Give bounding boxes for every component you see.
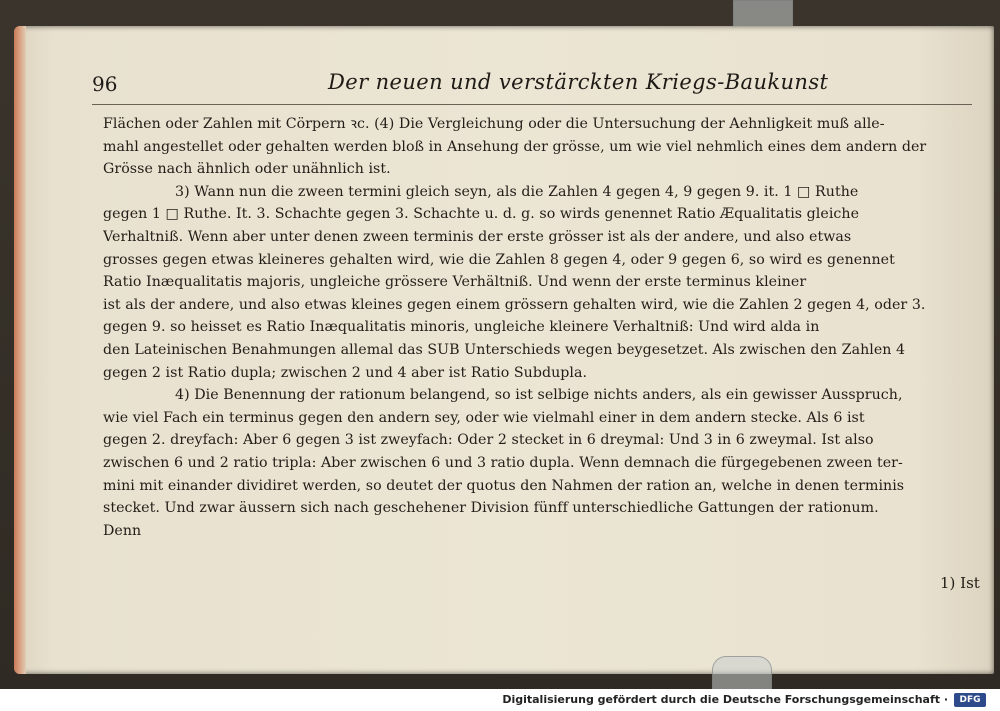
text-line: Ratio Inæqualitatis majoris, ungleiche grössere Verhältniß. Und wenn der erste terminus kleiner: [103, 274, 807, 291]
page-edge: [14, 26, 26, 674]
text-line: mini mit einander dividiret werden, so deutet der quotus den Nahmen der ration an, welche in denen terminis: [103, 477, 905, 494]
text-line: gegen 2. dreyfach: Aber 6 gegen 3 ist zweyfach: Oder 2 stecket in 6 dreymal: Und 3 in 6 zweymal. Ist also: [103, 432, 874, 449]
text-line: Flächen oder Zahlen mit Cörpern ꝛc. (4) Die Vergleichung oder die Untersuchung der Aehnligkeit muß alle-: [103, 116, 885, 132]
text-line: wie viel Fach ein terminus gegen den andern sey, oder wie vielmahl einer in dem andern stecke. Als 6 ist: [103, 409, 865, 426]
text-line: zwischen 6 und 2 ratio tripla: Aber zwischen 6 und 3 ratio dupla. Wenn demnach die fürgegebenen zween ter-: [103, 454, 903, 471]
page-number: 96: [92, 72, 118, 96]
text-line: Verhaltniß. Wenn aber unter denen zween terminis der erste grösser ist als der andere, und also etwas: [103, 228, 852, 245]
body-text: [103, 113, 987, 542]
text-line: grosses gegen etwas kleineres gehalten wird, wie die Zahlen 8 gegen 4, oder 9 gegen 6, so wird es genennet: [103, 251, 895, 268]
funding-notice: Digitalisierung gefördert durch die Deutsche Forschungsgemeinschaft ·: [502, 693, 948, 706]
footer-bar: [0, 689, 1000, 711]
text-line: stecket. Und zwar äussern sich nach geschehener Division fünff unterschiedliche Gattungen der rationum.: [103, 500, 879, 517]
text-line: gegen 1 □ Ruthe. It. 3. Schachte gegen 3. Schachte u. d. g. so wirds genennet Ratio Æqualitatis gleiche: [103, 206, 860, 223]
header-rule: [92, 104, 972, 105]
catchword: 1) Ist: [940, 574, 980, 592]
text-line: gegen 2 ist Ratio dupla; zwischen 2 und 4 aber ist Ratio Subdupla.: [103, 364, 588, 381]
text-line: den Lateinischen Benahmungen allemal das SUB Unterschieds wegen beygesetzet. Als zwischen den Zahlen 4: [103, 341, 906, 358]
text-line: ist als der andere, und also etwas kleines gegen einem grössern gehalten wird, wie die Zahlen 2 gegen 4, oder 3.: [103, 296, 926, 313]
text-line: mahl angestellet oder gehalten werden bloß in Ansehung der grösse, um wie viel nehmlich eines dem andern der: [103, 138, 927, 155]
running-title: Der neuen und verstärckten Kriegs-Baukunst: [328, 70, 829, 94]
dfg-logo-icon: DFG: [954, 693, 986, 707]
text-line: Grösse nach ähnlich oder unähnlich ist.: [103, 161, 391, 178]
text-line: 4) Die Benennung der rationum belangend, so ist selbige nichts anders, als ein gewisser Ausspruch,: [175, 387, 903, 404]
page-header: [92, 72, 972, 100]
text-line: 3) Wann nun die zween termini gleich seyn, als die Zahlen 4 gegen 4, 9 gegen 9. it. 1 □ Ruthe: [175, 183, 859, 200]
text-line: gegen 9. so heisset es Ratio Inæqualitatis minoris, ungleiche kleinere Verhaltniß: Und wird alda in: [103, 319, 820, 336]
text-line: Denn: [103, 522, 142, 539]
